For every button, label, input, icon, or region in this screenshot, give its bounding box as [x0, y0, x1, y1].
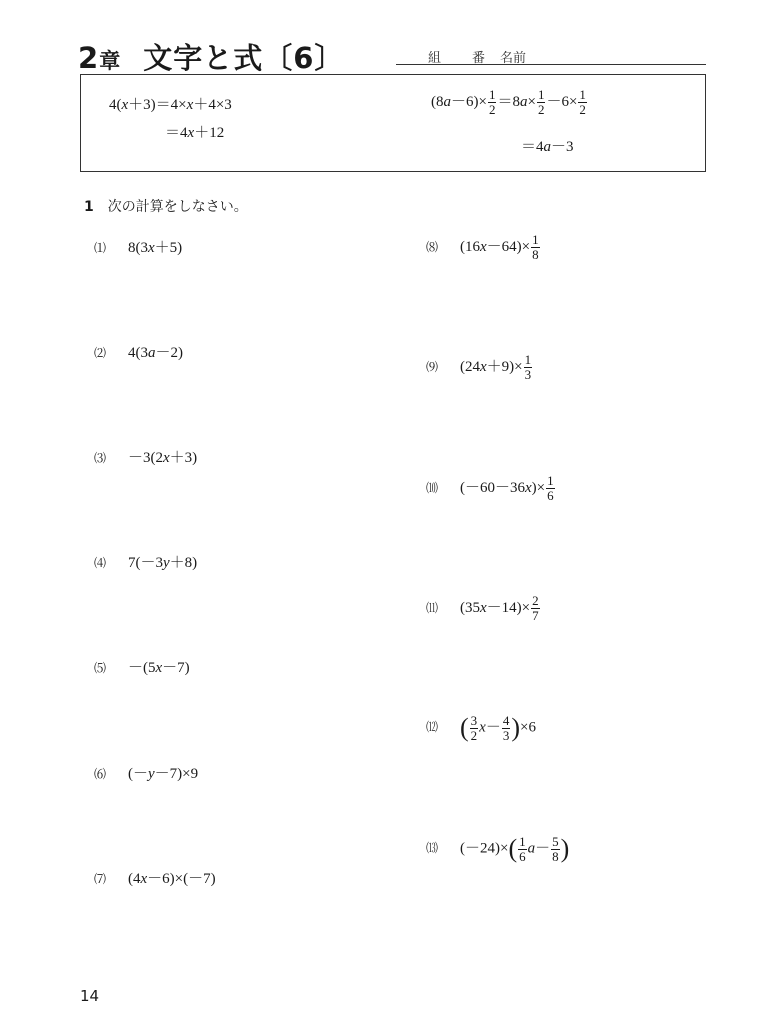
example-left-line1: 4(x＋3)＝4×x＋4×3	[109, 97, 232, 113]
chapter-number: 2	[78, 41, 100, 75]
problem-3: ⑶ －3(2x＋3)	[94, 450, 198, 466]
section-heading	[84, 196, 248, 216]
problem-12: ⑿ ( $\frac{3}{2}$ x－ $\frac{4}{3}$ )×6	[426, 712, 536, 743]
page-number: 14	[80, 987, 100, 1005]
chapter-suffix: 章	[99, 49, 122, 73]
number-label: 番	[472, 50, 486, 65]
problem-9: ⑼ (24x＋9)× $\frac{1}{3}$	[426, 352, 532, 382]
section-number: 1	[84, 199, 94, 215]
problem-2: ⑵ 4(3a－2)	[94, 345, 183, 361]
problem-6: ⑹ (－y－7)×9	[94, 766, 199, 782]
problem-1: ⑴ 8(3x＋5)	[94, 240, 183, 256]
problem-11: ⑾ (35x－14)× $\frac{2}{7}$	[426, 593, 539, 623]
class-label: 組	[428, 50, 442, 65]
example-box	[80, 74, 706, 172]
problem-4: ⑷ 7(－3y＋8)	[94, 555, 198, 571]
title-text: 文字と式〔6〕	[143, 41, 345, 75]
problem-7: ⑺ (4x－6)×(－7)	[94, 871, 216, 887]
name-label: 名前	[500, 50, 527, 65]
problem-8: ⑻ (16x－64)× $\frac{1}{8}$	[426, 232, 539, 262]
problem-10: ⑽ (－60－36x)× $\frac{1}{6}$	[426, 473, 554, 503]
example-right-line2: ＝4a－3	[521, 139, 574, 155]
example-left-line2: ＝4x＋12	[165, 125, 225, 141]
example-right-line1: (8a－6)× $\frac{1}{2}$ ＝8a× $\frac{1}{2}$ －6× $\frac{1}{2}$	[431, 87, 586, 117]
page-title	[78, 36, 344, 77]
problem-5: ⑸ －(5x－7)	[94, 660, 190, 676]
section-instruction: 次の計算をしなさい。	[107, 200, 248, 215]
name-field-area[interactable]	[396, 46, 706, 65]
problem-13: ⒀ (－24)×( $\frac{1}{6}$ a－ $\frac{5}{8}$ )	[426, 833, 570, 864]
